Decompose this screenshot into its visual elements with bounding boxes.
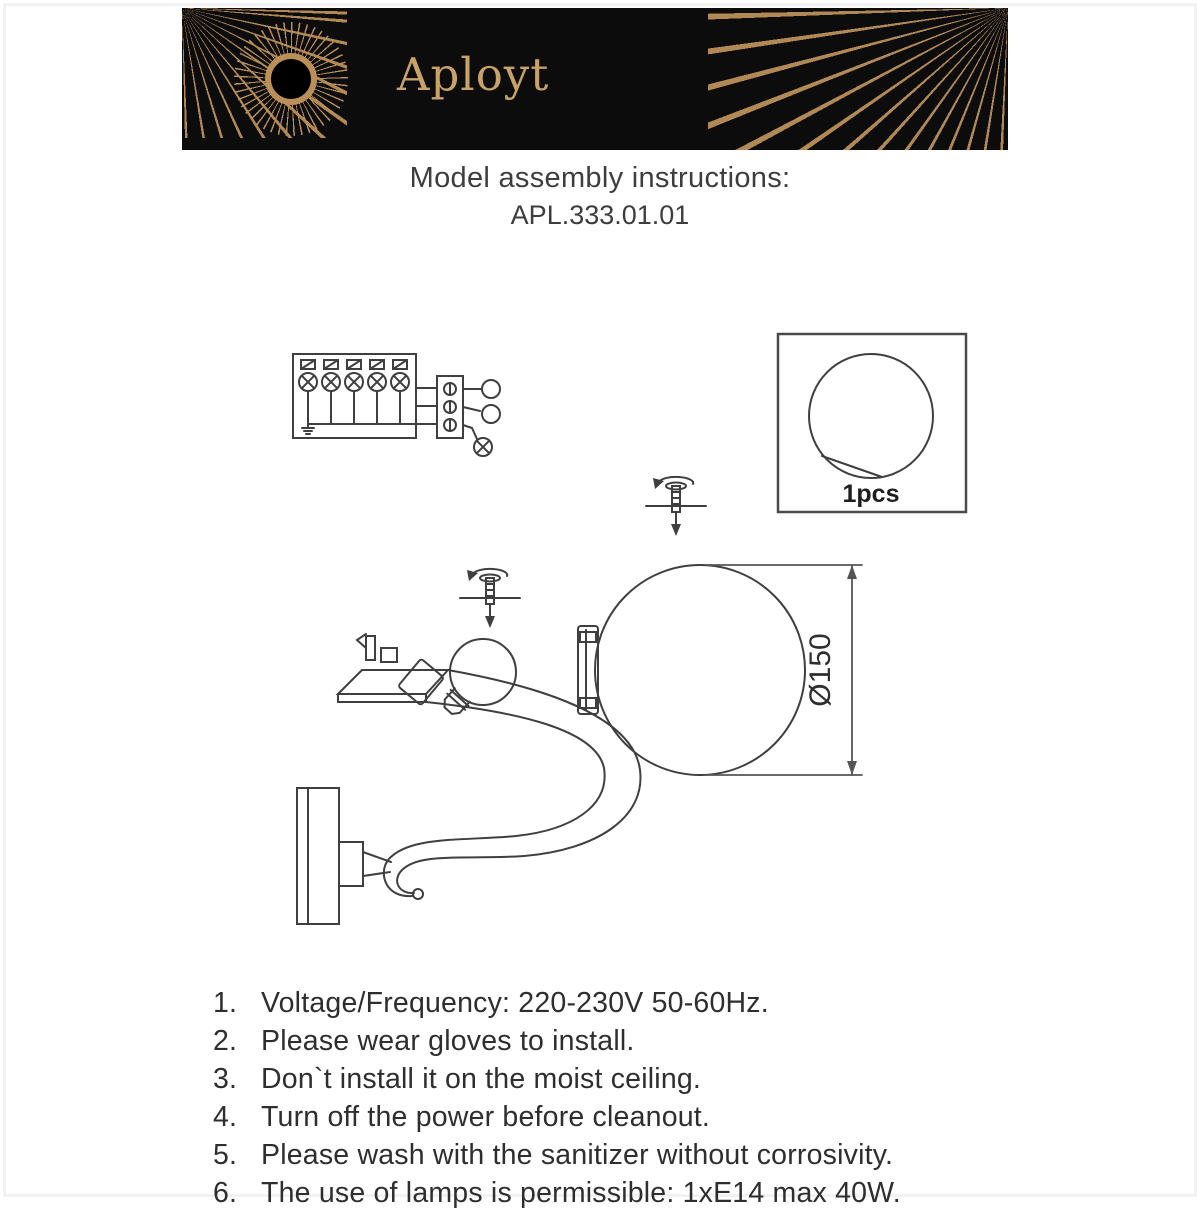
wiring-diagram — [293, 354, 500, 456]
dimension-label: Ø150 — [804, 633, 837, 707]
screw-rotation-icon — [646, 477, 706, 536]
instruction-item — [213, 1022, 901, 1060]
instruction-text: Don`t install it on the moist ceiling. — [261, 1063, 702, 1095]
instruction-item — [213, 984, 901, 1022]
model-number: APL.333.01.01 — [510, 200, 690, 230]
instruction-item — [213, 1174, 901, 1212]
brand-name: Aployt — [397, 48, 550, 101]
instruction-text: Voltage/Frequency: 220-230V 50-60Hz. — [261, 987, 769, 1019]
page-title: Model assembly instructions: — [409, 162, 791, 194]
instruction-number: 6. — [213, 1177, 238, 1209]
instruction-item — [213, 1136, 901, 1174]
parts-box — [778, 334, 966, 512]
parts-count-label: 1pcs — [842, 480, 900, 508]
instruction-number: 1. — [213, 987, 238, 1019]
instruction-number: 2. — [213, 1025, 238, 1057]
wall-fixture — [297, 634, 640, 924]
instruction-item — [213, 1098, 901, 1136]
instruction-list — [213, 984, 901, 1212]
instruction-item — [213, 1060, 901, 1098]
instruction-number: 4. — [213, 1101, 238, 1133]
instruction-text: Please wear gloves to install. — [261, 1025, 635, 1057]
instruction-text: Please wash with the sanitizer without corrosivity. — [261, 1139, 894, 1171]
dimension-annotation — [706, 565, 862, 775]
instruction-text: The use of lamps is permissible: 1xE14 max 40W. — [261, 1177, 901, 1209]
instruction-number: 5. — [213, 1139, 238, 1171]
instruction-number: 3. — [213, 1063, 238, 1095]
glass-globe — [578, 565, 805, 775]
screw-rotation-icon-2 — [460, 569, 520, 628]
instruction-text: Turn off the power before cleanout. — [261, 1101, 711, 1133]
